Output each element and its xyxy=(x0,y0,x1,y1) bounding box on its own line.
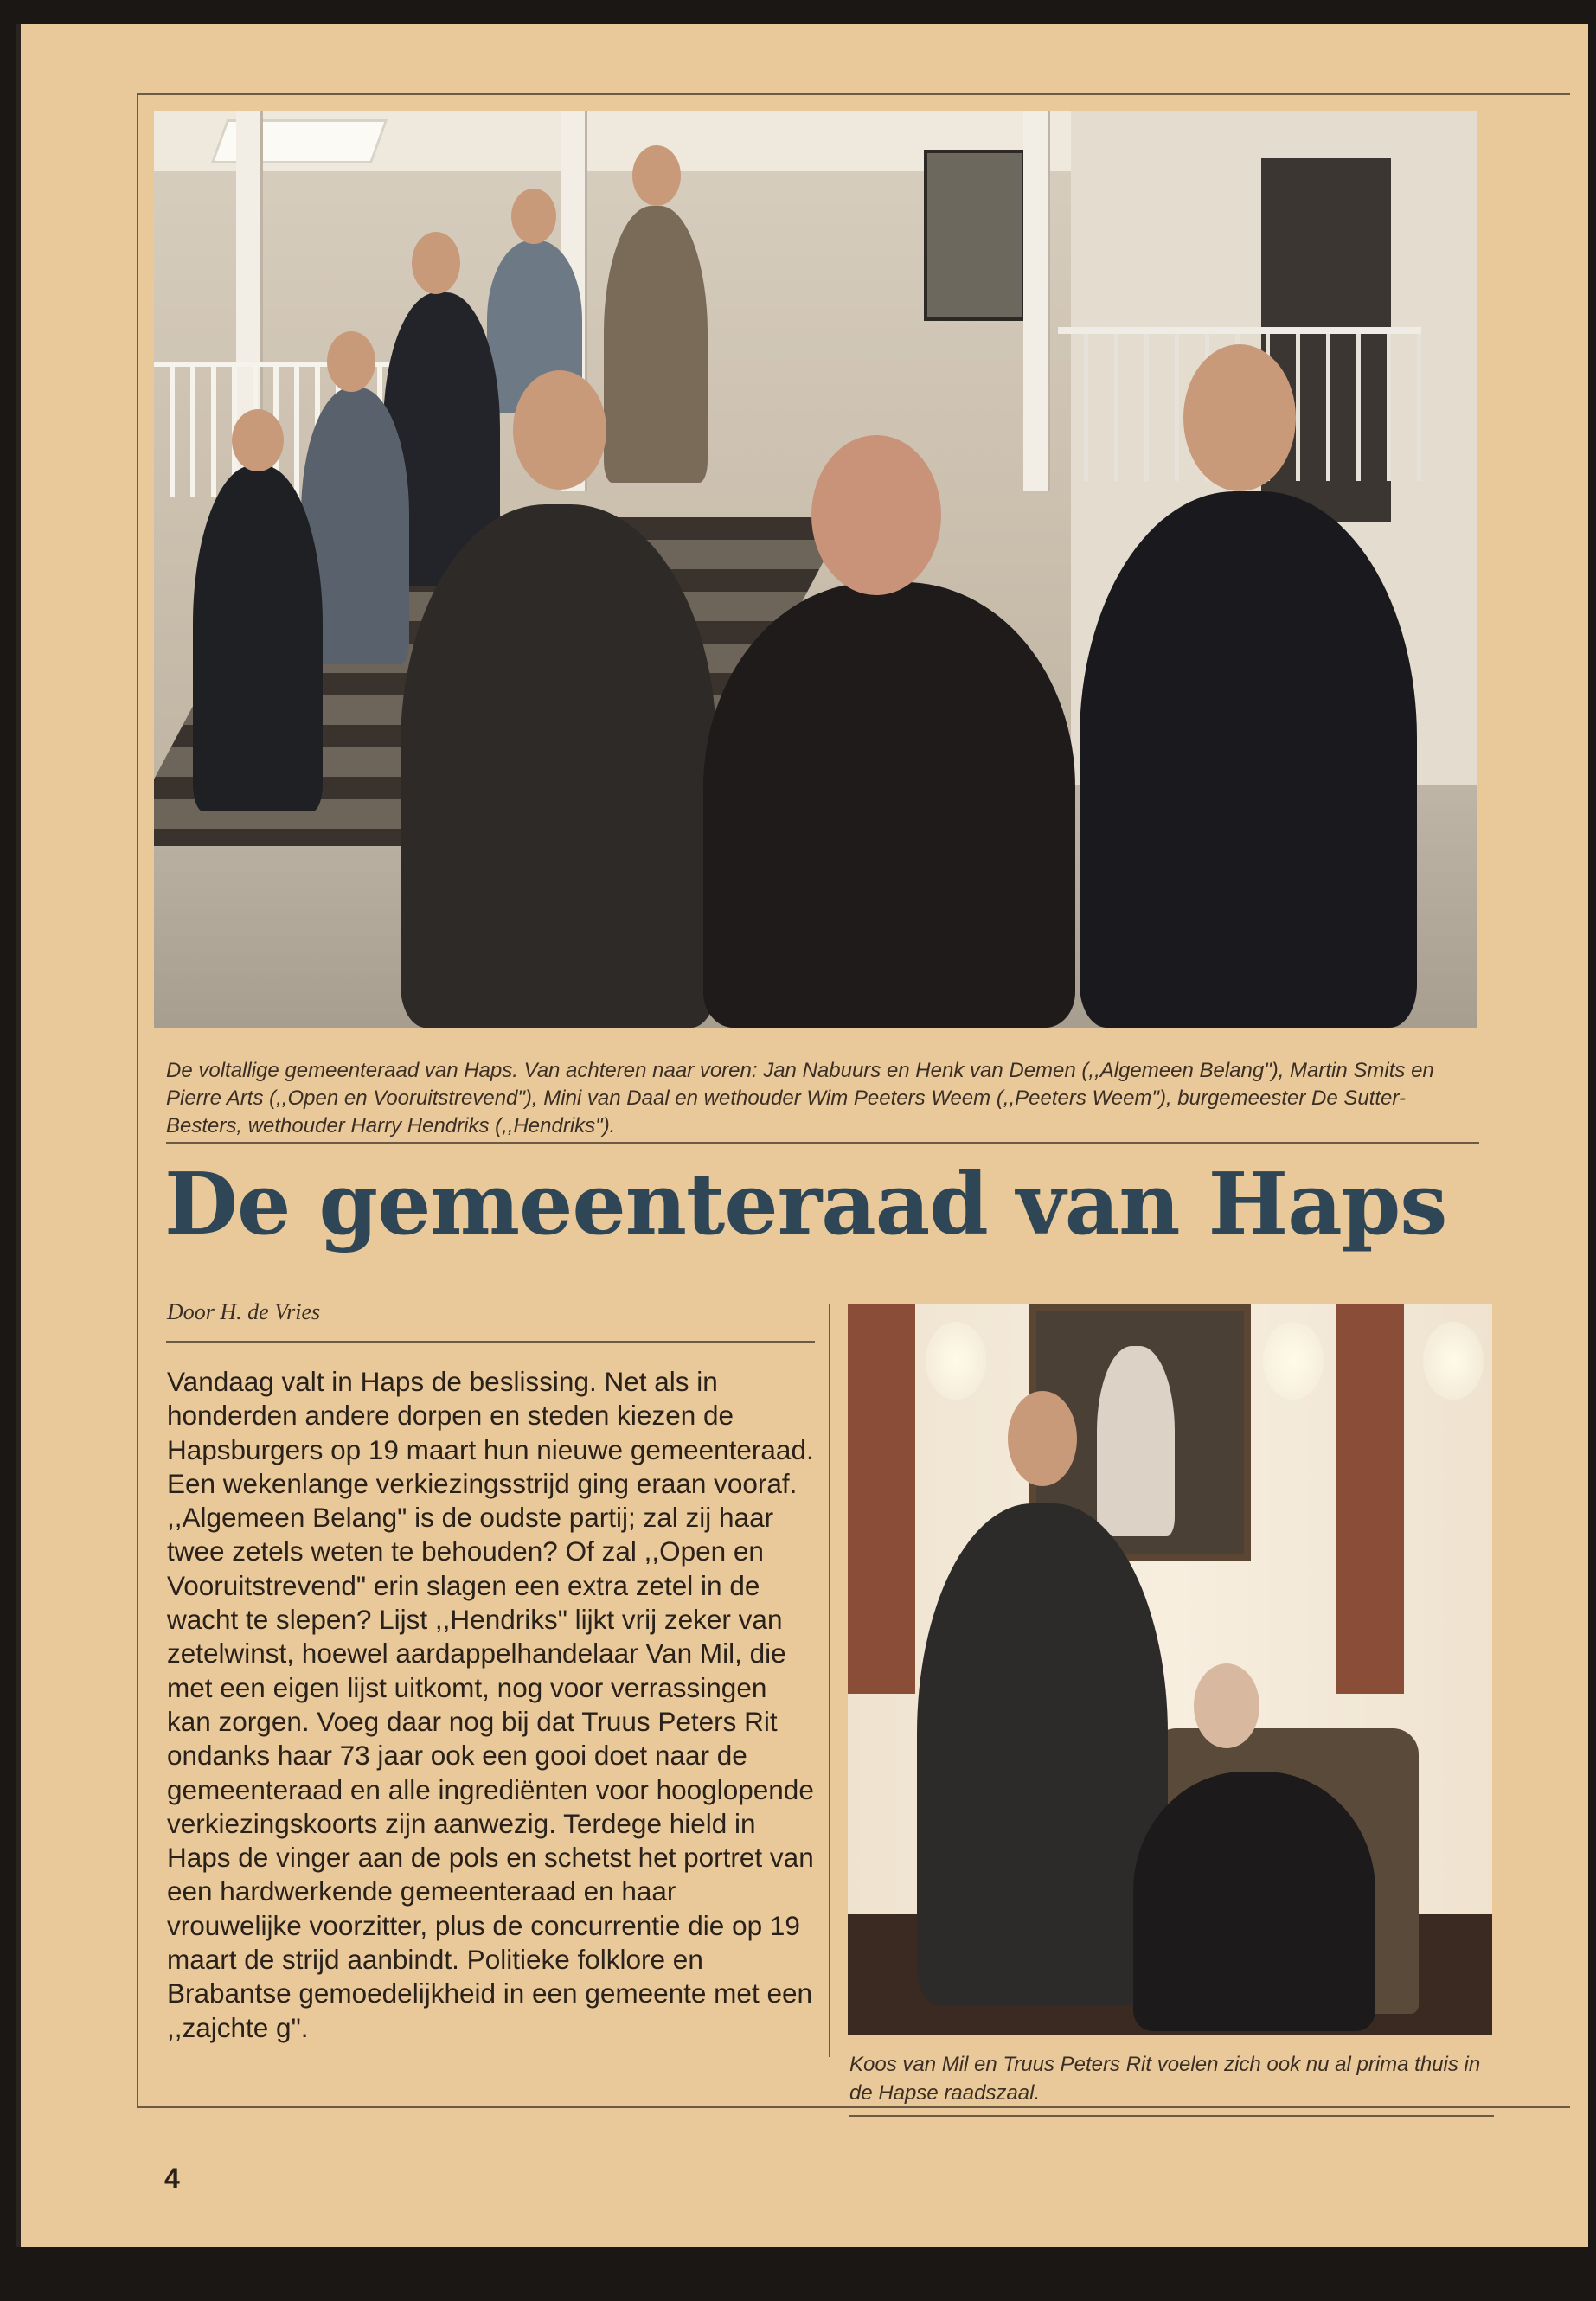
article-headline: De gemeenteraad van Haps xyxy=(164,1155,1447,1254)
person-head xyxy=(811,435,941,595)
person-silhouette xyxy=(1080,491,1417,1028)
person-silhouette xyxy=(193,465,323,811)
person-silhouette xyxy=(604,206,708,483)
article-byline: Door H. de Vries xyxy=(167,1299,321,1324)
person-silhouette xyxy=(1133,1772,1375,2031)
wall-panel xyxy=(1336,1304,1404,1694)
person-head xyxy=(1008,1391,1077,1486)
person-head xyxy=(1183,344,1296,491)
wall-picture xyxy=(924,150,1026,321)
divider xyxy=(166,1341,815,1343)
council-hall-photo xyxy=(848,1304,1492,2035)
council-group-photo xyxy=(154,111,1477,1028)
person-head xyxy=(1194,1663,1259,1748)
wall-lamp xyxy=(1263,1322,1324,1400)
person-head xyxy=(327,331,375,392)
page-number: 4 xyxy=(164,2163,180,2194)
person-silhouette xyxy=(917,1503,1168,2005)
painting-figure xyxy=(1097,1346,1175,1536)
person-silhouette xyxy=(703,582,1075,1028)
article-body: Vandaag valt in Haps de beslissing. Net als in honderden andere dorpen en steden kiezen de Hapsburgers op 19 maart hun nieuwe gemeenteraad. Een wekenlange verkiezingsstrijd ging eraan vooraf. ,,Algemeen Belang" is de oudste partij; zal zij haar twee zetels weten te behouden? Of zal ,,Open en Vooruitstrevend" erin slagen een extra zetel in de wacht te slepen? Lijst ,,Hendriks" lijkt vrij zeker van zetelwinst, hoewel aardappelhandelaar Van Mil, die met een eigen lijst uitkomt, nog voor verrassingen kan zorgen. Voeg daar nog bij dat Truus Peters Rit ondanks haar 73 jaar ook een gooi doet naar de gemeenteraad en alle ingrediënten voor hooglopende verkiezingskoorts zijn aanwezig. Terdege hield in Haps de vinger aan de pols en schetst het portret van een hardwerkende gemeenteraad en haar vrouwelijke voorzitter, plus de concurrentie die op 19 maart de strijd aanbindt. Politieke folklore en Brabantse gemoedelijkheid in een gemeente met een ,,zajchte g". xyxy=(167,1366,814,2043)
pillar xyxy=(1023,111,1050,491)
person-head xyxy=(513,370,606,490)
wall-panel xyxy=(848,1304,915,1694)
top-photo-caption: De voltallige gemeenteraad van Haps. Van achteren naar voren: Jan Nabuurs en Henk van Demen (,,Algemeen Belang"), Martin Smits en Pierre Arts (,,Open en Vooruitstrevend"), Mini van Daal en wethouder Wim Peeters Weem (,,Peeters Weem"), burgemeester De Sutter-Besters, wethouder Harry Hendriks (,,Hendriks"). xyxy=(166,1059,1434,1138)
person-head xyxy=(232,409,284,471)
person-head xyxy=(412,232,460,294)
divider xyxy=(849,2115,1494,2117)
divider xyxy=(166,1142,1479,1144)
wall-lamp xyxy=(926,1322,986,1400)
person-head xyxy=(632,145,681,206)
right-photo-caption: Koos van Mil en Truus Peters Rit voelen zich ook nu al prima thuis in de Hapse raadszaal. xyxy=(849,2053,1481,2105)
person-silhouette xyxy=(401,504,716,1028)
person-head xyxy=(511,189,556,244)
wall-lamp xyxy=(1423,1322,1484,1400)
column-divider xyxy=(829,1304,830,2057)
